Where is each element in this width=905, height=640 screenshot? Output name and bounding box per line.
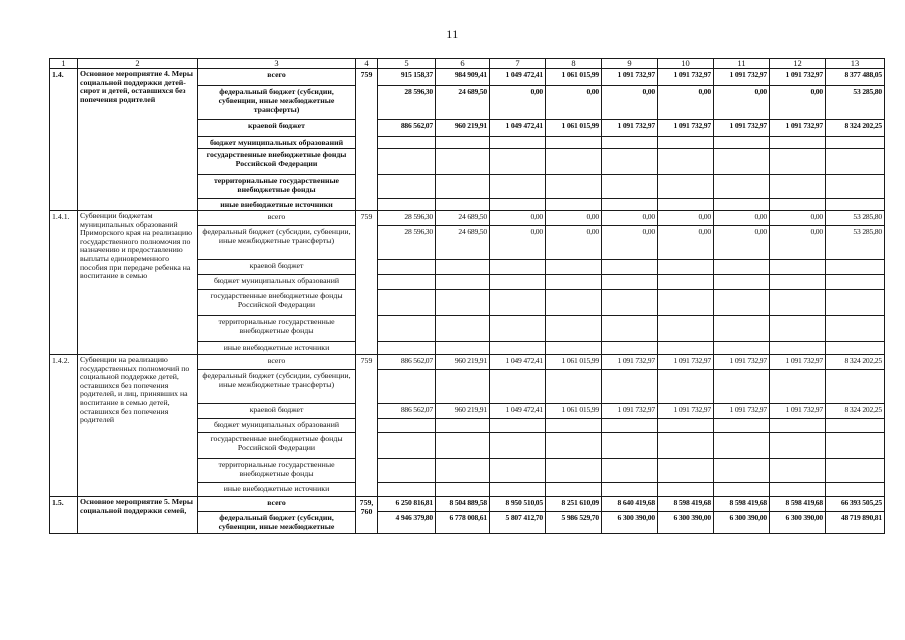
value-cell: 0,00 xyxy=(546,211,602,226)
column-header: 9 xyxy=(602,59,658,69)
value-cell: 1 091 732,97 xyxy=(602,404,658,419)
table-row xyxy=(50,211,885,226)
table-row xyxy=(50,69,885,86)
value-cell: 1 091 732,97 xyxy=(770,69,826,86)
item-number: 1.4.2. xyxy=(50,355,78,497)
value-cell: 960 219,91 xyxy=(436,355,490,370)
source-territorial-funds: территориальные государственные внебюджетные фонды xyxy=(198,459,356,483)
source-total: всего xyxy=(198,69,356,86)
value-cell: 6 300 390,00 xyxy=(602,512,658,534)
value-cell: 1 091 732,97 xyxy=(658,69,714,86)
value-cell: 1 091 732,97 xyxy=(602,355,658,370)
value-cell: 8 324 202,25 xyxy=(826,404,885,419)
value-cell: 1 091 732,97 xyxy=(770,404,826,419)
value-cell: 886 562,07 xyxy=(378,404,436,419)
value-cell: 0,00 xyxy=(490,86,546,120)
source-territorial-funds: территориальные государственные внебюджетные фонды xyxy=(198,316,356,342)
table-row xyxy=(50,355,885,370)
value-cell: 66 393 505,25 xyxy=(826,497,885,512)
column-header: 13 xyxy=(826,59,885,69)
column-header: 3 xyxy=(198,59,356,69)
value-cell: 0,00 xyxy=(658,211,714,226)
value-cell: 8 377 488,05 xyxy=(826,69,885,86)
value-cell: 0,00 xyxy=(770,211,826,226)
value-cell: 28 596,30 xyxy=(378,211,436,226)
value-cell: 8 598 419,68 xyxy=(770,497,826,512)
source-regional: краевой бюджет xyxy=(198,260,356,275)
column-number-row xyxy=(50,59,885,69)
item-title: Основное мероприятие 4. Меры социальной поддержки детей-сирот и детей, оставшихся без попечения родителей xyxy=(78,69,198,211)
item-title: Субвенции на реализацию государственных полномочий по социальной поддержке детей, оставшихся без попечения родителей, и лиц, принявших на воспитание в семью детей, оставшихся без попечения родителей xyxy=(78,355,198,497)
source-total: всего xyxy=(198,211,356,226)
value-cell: 0,00 xyxy=(546,86,602,120)
value-cell: 1 091 732,97 xyxy=(714,404,770,419)
value-cell: 0,00 xyxy=(546,226,602,260)
value-cell: 1 091 732,97 xyxy=(658,355,714,370)
value-cell: 0,00 xyxy=(714,226,770,260)
source-federal: федеральный бюджет (субсидии, субвенции, иные межбюджетные трансферты) xyxy=(198,86,356,120)
value-cell: 53 285,80 xyxy=(826,86,885,120)
value-cell: 8 598 419,68 xyxy=(658,497,714,512)
value-cell: 24 689,50 xyxy=(436,86,490,120)
value-cell: 1 049 472,41 xyxy=(490,69,546,86)
value-cell: 6 250 816,81 xyxy=(378,497,436,512)
grbs-code: 759, 760 xyxy=(356,497,378,534)
column-header: 10 xyxy=(658,59,714,69)
value-cell: 6 300 390,00 xyxy=(658,512,714,534)
value-cell: 1 091 732,97 xyxy=(658,404,714,419)
value-cell: 0,00 xyxy=(602,86,658,120)
value-cell: 5 986 529,70 xyxy=(546,512,602,534)
value-cell: 960 219,91 xyxy=(436,404,490,419)
value-cell: 984 909,41 xyxy=(436,69,490,86)
value-cell: 1 049 472,41 xyxy=(490,404,546,419)
value-cell: 0,00 xyxy=(602,211,658,226)
column-header: 4 xyxy=(356,59,378,69)
column-header: 7 xyxy=(490,59,546,69)
value-cell: 1 091 732,97 xyxy=(714,69,770,86)
table-row xyxy=(50,497,885,512)
source-regional: краевой бюджет xyxy=(198,404,356,419)
value-cell: 24 689,50 xyxy=(436,211,490,226)
grbs-code: 759 xyxy=(356,69,378,211)
value-cell: 1 061 015,99 xyxy=(546,120,602,137)
source-municipal: бюджет муниципальных образований xyxy=(198,275,356,290)
value-cell: 0,00 xyxy=(490,211,546,226)
value-cell: 8 251 610,09 xyxy=(546,497,602,512)
source-other: иные внебюджетные источники xyxy=(198,342,356,355)
value-cell: 1 061 015,99 xyxy=(546,404,602,419)
value-cell: 1 091 732,97 xyxy=(770,120,826,137)
source-municipal: бюджет муниципальных образований xyxy=(198,419,356,433)
source-regional: краевой бюджет xyxy=(198,120,356,137)
column-header: 12 xyxy=(770,59,826,69)
value-cell: 0,00 xyxy=(602,226,658,260)
value-cell: 53 285,80 xyxy=(826,226,885,260)
source-federal: федеральный бюджет (субсидии, субвенции, иные межбюджетные трансферты) xyxy=(198,226,356,260)
column-header: 8 xyxy=(546,59,602,69)
column-header: 6 xyxy=(436,59,490,69)
value-cell: 0,00 xyxy=(714,211,770,226)
column-header: 1 xyxy=(50,59,78,69)
value-cell: 1 061 015,99 xyxy=(546,355,602,370)
value-cell: 886 562,07 xyxy=(378,355,436,370)
item-number: 1.5. xyxy=(50,497,78,534)
value-cell: 8 324 202,25 xyxy=(826,355,885,370)
source-state-funds: государственные внебюджетные фонды Российской Федерации xyxy=(198,149,356,175)
item-number: 1.4. xyxy=(50,69,78,211)
value-cell: 1 091 732,97 xyxy=(714,355,770,370)
value-cell: 1 091 732,97 xyxy=(602,69,658,86)
value-cell: 886 562,07 xyxy=(378,120,436,137)
grbs-code: 759 xyxy=(356,355,378,497)
value-cell: 48 719 890,81 xyxy=(826,512,885,534)
budget-table xyxy=(49,58,885,534)
value-cell: 6 300 390,00 xyxy=(714,512,770,534)
column-header: 2 xyxy=(78,59,198,69)
value-cell: 1 049 472,41 xyxy=(490,355,546,370)
source-federal: федеральный бюджет (субсидии, субвенции, иные межбюджетные трансферты) xyxy=(198,370,356,404)
source-state-funds: государственные внебюджетные фонды Российской Федерации xyxy=(198,433,356,459)
grbs-code: 759 xyxy=(356,211,378,355)
value-cell: 28 596,30 xyxy=(378,86,436,120)
item-title: Субвенции бюджетам муниципальных образований Приморского края на реализацию государственного полномочия по назначению и предоставлению выплаты единовременного пособия при передаче ребенка на воспитание в семью xyxy=(78,211,198,355)
value-cell: 0,00 xyxy=(490,226,546,260)
value-cell: 8 324 202,25 xyxy=(826,120,885,137)
column-header: 5 xyxy=(378,59,436,69)
item-number: 1.4.1. xyxy=(50,211,78,355)
value-cell: 1 091 732,97 xyxy=(658,120,714,137)
value-cell: 8 504 889,58 xyxy=(436,497,490,512)
source-municipal: бюджет муниципальных образований xyxy=(198,137,356,149)
value-cell: 6 300 390,00 xyxy=(770,512,826,534)
source-territorial-funds: территориальные государственные внебюджетные фонды xyxy=(198,175,356,199)
value-cell: 1 091 732,97 xyxy=(714,120,770,137)
value-cell: 915 158,37 xyxy=(378,69,436,86)
source-federal: федеральный бюджет (субсидии, субвенции, иные межбюджетные xyxy=(198,512,356,534)
value-cell: 5 807 412,70 xyxy=(490,512,546,534)
source-total: всего xyxy=(198,355,356,370)
value-cell: 1 091 732,97 xyxy=(602,120,658,137)
value-cell: 6 778 008,61 xyxy=(436,512,490,534)
value-cell: 0,00 xyxy=(770,226,826,260)
value-cell: 1 049 472,41 xyxy=(490,120,546,137)
source-total: всего xyxy=(198,497,356,512)
value-cell: 1 091 732,97 xyxy=(770,355,826,370)
value-cell: 28 596,30 xyxy=(378,226,436,260)
value-cell: 0,00 xyxy=(658,226,714,260)
column-header: 11 xyxy=(714,59,770,69)
value-cell: 8 598 419,68 xyxy=(714,497,770,512)
value-cell: 0,00 xyxy=(770,86,826,120)
value-cell: 4 946 379,80 xyxy=(378,512,436,534)
value-cell: 0,00 xyxy=(658,86,714,120)
item-title: Основное мероприятие 5. Меры социальной поддержки семей, xyxy=(78,497,198,534)
value-cell: 1 061 015,99 xyxy=(546,69,602,86)
source-state-funds: государственные внебюджетные фонды Российской Федерации xyxy=(198,290,356,316)
value-cell: 0,00 xyxy=(714,86,770,120)
value-cell: 8 950 510,05 xyxy=(490,497,546,512)
source-other: иные внебюджетные источники xyxy=(198,199,356,211)
value-cell: 8 640 419,68 xyxy=(602,497,658,512)
source-other: иные внебюджетные источники xyxy=(198,483,356,497)
value-cell: 960 219,91 xyxy=(436,120,490,137)
value-cell: 53 285,80 xyxy=(826,211,885,226)
value-cell: 24 689,50 xyxy=(436,226,490,260)
page-number: 11 xyxy=(446,27,459,41)
